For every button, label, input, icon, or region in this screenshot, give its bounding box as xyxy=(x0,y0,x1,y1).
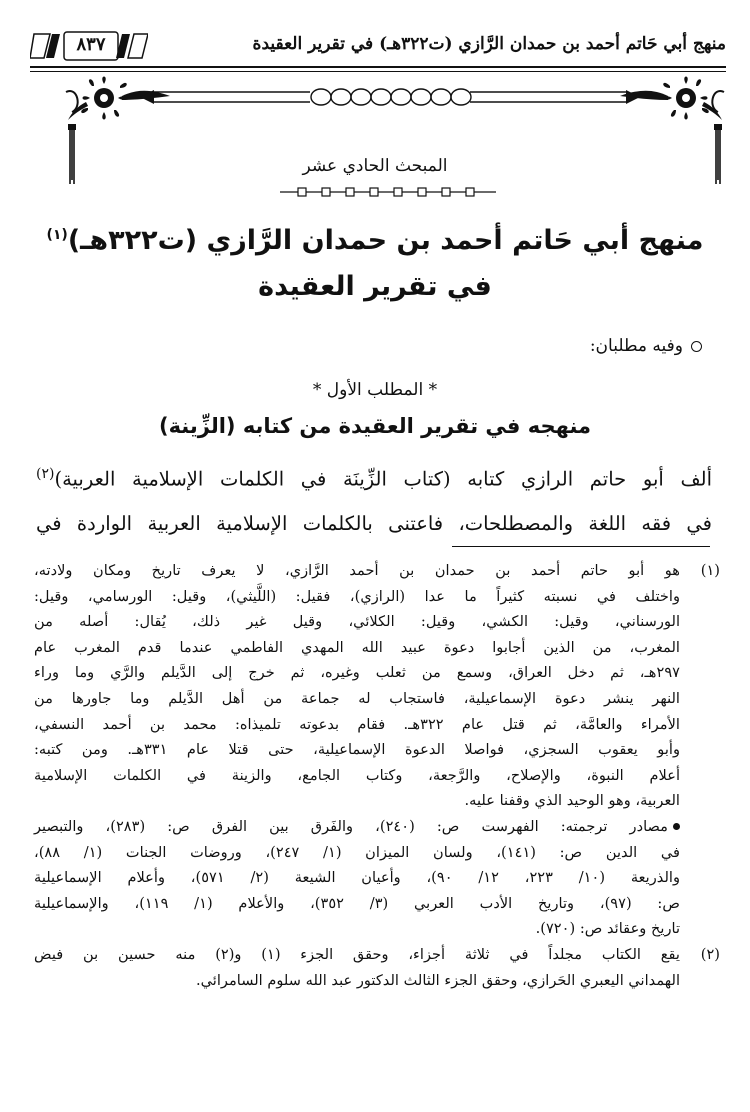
circle-bullet-icon xyxy=(691,341,702,352)
footnote-separator xyxy=(452,546,710,547)
footnote-line: المغرب، من الذين أجابوا دعوة عبيد الله المهدي الفاطمي عندما قدم المغرب عام xyxy=(34,638,680,656)
body-line-1-text: ألف أبو حاتم الرازي كتابه (كتاب الزِّينَة في الكلمات الإسلامية العربية) xyxy=(54,467,712,491)
footnote-number: (٢) xyxy=(700,945,720,963)
sources-line xyxy=(34,814,680,840)
footnote-line: أعلام النبوة، والإصلاح، والرَّجعة، وكتاب الجامع، والزينة في الكلمات الإسلامية xyxy=(34,766,680,784)
footnote-line: النهر ينشر دعوة الإسماعيلية، فاستجاب له جماعة من أهل الدَّيلم وما جاورها من xyxy=(34,689,680,707)
footnotes xyxy=(34,558,720,993)
running-title: منهج أبي حَاتم أحمد بن حمدان الرَّازي (ت٣٢٢هـ) في تقرير العقيدة xyxy=(252,34,726,54)
chapter-title xyxy=(40,212,710,310)
subsection-title: منهجه في تقرير العقيدة من كتابه (الزِّينة) xyxy=(158,414,592,438)
sources-line: تاريخ وعقائد ص: (٧٢٠). xyxy=(535,920,680,938)
sources-line: ص: (٩٧)، وتاريخ الأدب العربي (٣/ ٣٥٢)، والأعلام (١/ ١١٩)، والإسماعيلية xyxy=(34,894,680,912)
footnote-line: واختلف في نسبته كثيراً ما عدا (الرازي)، فقيل: (اللَّيثي)، وقيل: الورسامي، وقيل: xyxy=(34,587,680,605)
footnote-line: ٢٩٧هـ، ثم دخل العراق، وسمع من ثعلب وغيره، ثم خرج إلى الدَّيلم والرَّي وما وراء xyxy=(34,664,680,682)
page-number-frame xyxy=(30,30,148,62)
page-number: ٨٣٧ xyxy=(76,34,106,55)
chapter-title-text: منهج أبي حَاتم أحمد بن حمدان الرَّازي (ت٣٢٢هـ) xyxy=(67,225,704,256)
sources-line: في الدين ص: (١٤١)، ولسان الميزان (١/ ٢٤٧)، وروضات الجنات (١/ ٨٨)، xyxy=(34,843,681,861)
running-header xyxy=(30,30,726,66)
footnote-line: العربية، وهو الوحيد الذي وقفنا عليه. xyxy=(464,792,680,810)
body-paragraph xyxy=(36,452,712,546)
footnote-line: الهمداني اليعبري الحَرازي، وحقق الجزء الثالث الدكتور عبد الله سلوم السامرائي. xyxy=(195,971,680,989)
footnote-ref-2[interactable]: (٢) xyxy=(36,466,55,482)
bullet-icon xyxy=(673,823,680,830)
sources-line: والذريعة (١٠/ ٢٢٣، ١٢/ ٩٠)، وأعيان الشيعة (٢/ ٥٧١)، وأعلام الإسماعيلية xyxy=(34,869,680,887)
dash-ornament xyxy=(280,186,496,198)
footnote-line: هو أبو حاتم أحمد بن حمدان بن أحمد الرَّازي، لا يعرف تاريخ ومكان ولادته، xyxy=(34,562,680,579)
intro-line xyxy=(590,336,702,356)
footnote-line: الورسناني، وقيل: الكشي، وقيل: الكلائي، وقيل غير ذلك، يُقال: أصله من xyxy=(34,613,680,631)
intro-text: وفيه مطلبان: xyxy=(589,336,683,356)
chapter-title-line-2: في تقرير العقيدة xyxy=(258,271,492,302)
body-line-2: في فقه اللغة والمصطلحات، فاعتنى بالكلمات الإسلامية العربية الواردة في xyxy=(36,511,712,535)
footnote-1 xyxy=(34,558,720,942)
ornamental-chain xyxy=(140,86,640,108)
footnote-line: يقع الكتاب مجلداً في ثلاثة أجزاء، وحقق الجزء (١) و(٢) منه حسين بن فيض xyxy=(34,945,680,963)
subsection-label: * المطلب الأول * xyxy=(312,380,438,400)
footnote-line: الأمراء والعامَّة، ثم قتل عام ٣٢٢هـ. فقام بدعوته تلميذاه: محمد بن أحمد النسفي، xyxy=(34,715,680,733)
footnote-ref-1[interactable]: (١) xyxy=(46,227,68,243)
footnote-number: (١) xyxy=(700,562,720,579)
chapter-title-line-1 xyxy=(40,212,710,264)
section-label: المبحث الحادي عشر xyxy=(302,156,448,176)
footnote-2 xyxy=(34,942,720,993)
footnote-line: وأبو يعقوب السجزي، فواصلا الدعوة الإسماعيلية، حتى قتلا عام ٣٣١هـ. ومن كتبه: xyxy=(34,741,680,759)
body-line-1 xyxy=(36,452,712,502)
sources-text: مصادر ترجمته: الفهرست ص: (٢٤٠)، والفَرق بين الفرق ص: (٢٨٣)، والتبصير xyxy=(34,817,668,835)
